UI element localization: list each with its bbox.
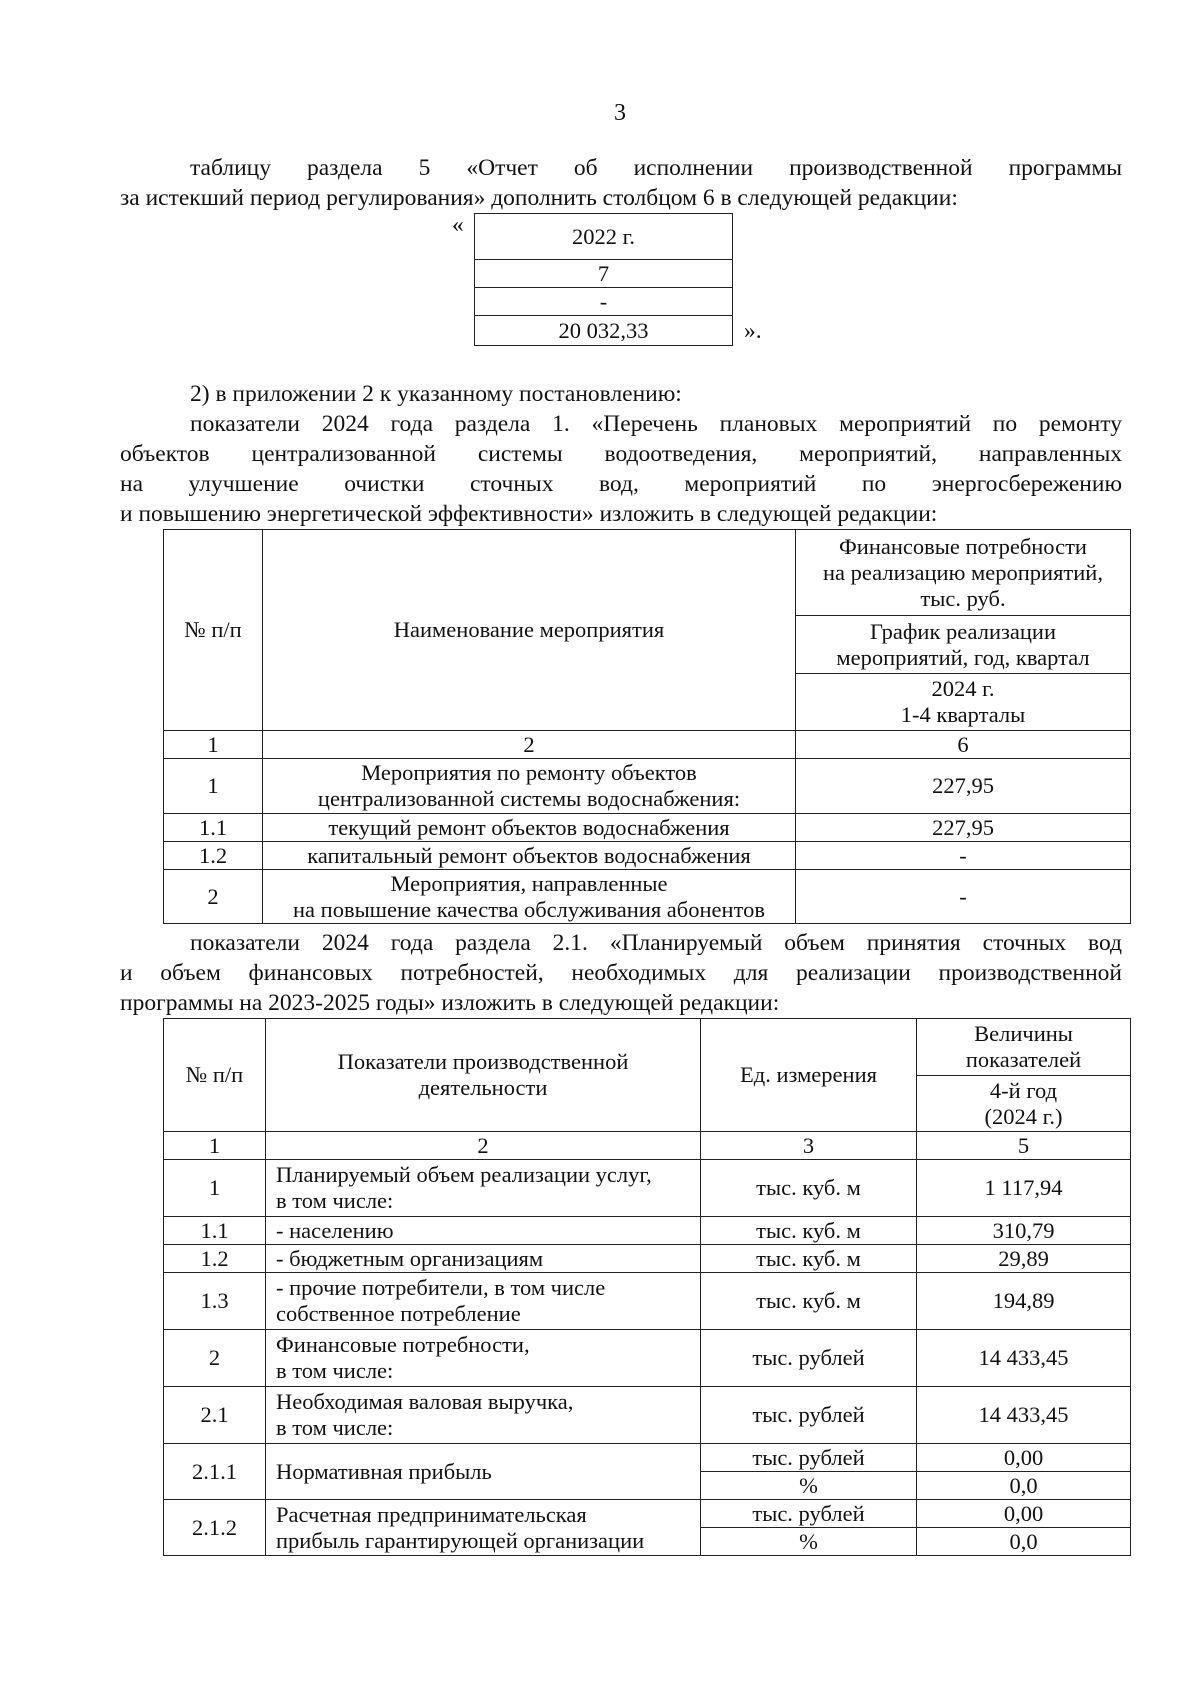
t2-row-value: 310,79 (917, 1217, 1131, 1245)
small-table-year: 2022 г. (475, 214, 733, 260)
t2-row-value: 194,89 (917, 1273, 1131, 1330)
t2-index-3: 3 (701, 1132, 917, 1160)
t2-header-name (266, 1019, 701, 1132)
t2-row-unit: тыс. рублей (701, 1387, 917, 1444)
t1-row-name: текущий ремонт объектов водоснабжения (263, 814, 796, 842)
t2-row-name-line2: в том числе: (276, 1415, 394, 1440)
t2-row-name-line1: Расчетная предпринимательская (276, 1501, 587, 1527)
t1-index-3: 6 (796, 731, 1131, 759)
t2-row-name-line1: Необходимая валовая выручка, (276, 1389, 574, 1414)
t2-row-num: 1 (164, 1160, 266, 1217)
table-row (164, 1160, 1131, 1217)
t1-row-value: - (796, 870, 1131, 924)
t2-row-unit: % (701, 1472, 917, 1500)
t2-row-unit: тыс. куб. м (701, 1217, 917, 1245)
t1-row-name (263, 759, 796, 814)
table-row (164, 1217, 1131, 1245)
t1-row-num: 1 (164, 759, 263, 814)
t2-row-name (266, 1387, 701, 1444)
t2-row-value: 14 433,45 (917, 1387, 1131, 1444)
t1-row-name: капитальный ремонт объектов водоснабжения (263, 842, 796, 870)
t1-row-num: 1.2 (164, 842, 263, 870)
t2-row-value: 14 433,45 (917, 1330, 1131, 1387)
t2-val-line1: Величины (974, 1021, 1073, 1046)
t1-row-name-line1: Мероприятия по ремонту объектов (361, 760, 697, 785)
t2-row-name: Нормативная прибыль (266, 1444, 701, 1500)
t2-row-num: 1.2 (164, 1245, 266, 1273)
t2-row-value: 0,0 (917, 1472, 1131, 1500)
t2-row-name (266, 1500, 701, 1556)
t1-year-line2: 1-4 кварталы (900, 702, 1026, 727)
small-table-value: 20 032,33 (475, 316, 733, 346)
t1-header-year (796, 674, 1131, 731)
table-row (164, 1330, 1131, 1387)
t2-row-num: 2.1.2 (164, 1500, 266, 1556)
t2-row-name: - населению (266, 1217, 701, 1245)
t2-header-values (917, 1019, 1131, 1076)
table-row (164, 1387, 1131, 1444)
t1-row-value: 227,95 (796, 759, 1131, 814)
t1-year-line1: 2024 г. (931, 676, 995, 701)
t2-row-value: 0,00 (917, 1500, 1131, 1528)
t1-sched-line1: График реализации (870, 618, 1056, 644)
table-row (164, 814, 1131, 842)
t2-row-unit: тыс. рублей (701, 1500, 917, 1528)
table-row (164, 842, 1131, 870)
t2-row-num: 2.1 (164, 1387, 266, 1444)
small-table-dash: - (475, 288, 733, 316)
t2-index-1: 1 (164, 1132, 266, 1160)
t2-row-name (266, 1160, 701, 1217)
t2-row-name-line1: - прочие потребители, в том числе (276, 1275, 606, 1300)
table-row (164, 759, 1131, 814)
t2-row-name (266, 1273, 701, 1330)
table-row (164, 1500, 1131, 1528)
t1-row-num: 1.1 (164, 814, 263, 842)
t2-header-year (917, 1076, 1131, 1132)
t2-row-name-line1: Планируемый объем реализации услуг, (276, 1162, 652, 1187)
t2-row-value: 0,00 (917, 1444, 1131, 1472)
t2-row-value: 29,89 (917, 1245, 1131, 1273)
t1-index-2: 2 (263, 731, 796, 759)
t1-row-name-line1: Мероприятия, направленные (390, 870, 668, 896)
t2-row-unit: тыс. рублей (701, 1330, 917, 1387)
t2-row-name: - бюджетным организациям (266, 1245, 701, 1273)
p2-line-3: программы на 2023-2025 годы» изложить в следующей редакции: (120, 990, 780, 1016)
section2-p1-line-4: и повышению энергетической эффективности» изложить в следующей редакции: (120, 501, 938, 527)
t2-index-2: 2 (266, 1132, 701, 1160)
t2-row-num: 1.1 (164, 1217, 266, 1245)
t1-index-1: 1 (164, 731, 263, 759)
t2-year-line1: 4-й год (989, 1077, 1058, 1103)
t2-row-name-line1: Финансовые потребности, (276, 1332, 530, 1357)
table-row (164, 1444, 1131, 1472)
t2-row-unit: тыс. куб. м (701, 1245, 917, 1273)
close-quote: ». (744, 318, 762, 344)
table-row (164, 1273, 1131, 1330)
t2-val-line2: показателей (965, 1047, 1082, 1072)
t2-header-name-line1: Показатели производственной (337, 1049, 629, 1074)
t2-index-4: 5 (917, 1132, 1131, 1160)
t1-row-name-line2: централизованной системы водоснабжения: (317, 786, 741, 811)
t1-header-schedule (796, 616, 1131, 674)
small-table (474, 213, 733, 346)
t2-row-num: 2.1.1 (164, 1444, 266, 1500)
t2-row-unit: тыс. куб. м (701, 1160, 917, 1217)
t1-row-name-line2: на повышение качества обслуживания абонентов (293, 896, 765, 922)
t2-header-name-line2: деятельности (418, 1075, 548, 1100)
t2-row-unit: тыс. рублей (701, 1444, 917, 1472)
small-table-col: 7 (475, 260, 733, 288)
t2-row-value: 0,0 (917, 1528, 1131, 1556)
p2-line-1: показатели 2024 года раздела 2.1. «Планируемый объем принятия сточных вод (190, 930, 1122, 956)
t1-fin-line1: Финансовые потребности (839, 533, 1087, 559)
t2-row-unit: % (701, 1528, 917, 1556)
t2-row-name-line2: собственное потребление (276, 1301, 521, 1326)
section2-p1-line-2: объектов централизованной системы водоотведения, мероприятий, направленных (120, 441, 1122, 467)
t1-row-value: 227,95 (796, 814, 1131, 842)
t2-row-name-line2: прибыль гарантирующей организации (276, 1527, 645, 1553)
t2-header-num: № п/п (164, 1019, 266, 1132)
t1-fin-line3: тыс. руб. (920, 585, 1006, 611)
t2-row-num: 2 (164, 1330, 266, 1387)
t1-row-num: 2 (164, 870, 263, 924)
t1-sched-line2: мероприятий, год, квартал (836, 644, 1090, 670)
intro-line-2: за истекший период регулирования» дополнить столбцом 6 в следующей редакции: (120, 185, 958, 211)
t1-row-value: - (796, 842, 1131, 870)
t1-header-name: Наименование мероприятия (263, 530, 796, 731)
t1-fin-line2: на реализацию мероприятий, (823, 559, 1103, 585)
t1-header-num: № п/п (164, 530, 263, 731)
t2-row-name (266, 1330, 701, 1387)
t2-row-unit: тыс. куб. м (701, 1273, 917, 1330)
open-quote: « (452, 212, 464, 238)
section2-heading: 2) в приложении 2 к указанному постановлению: (190, 381, 682, 407)
table-row (164, 1245, 1131, 1273)
intro-line-1: таблицу раздела 5 «Отчет об исполнении производственной программы (190, 155, 1122, 181)
p2-line-2: и объем финансовых потребностей, необходимых для реализации производственной (120, 960, 1122, 986)
table-1 (163, 529, 1131, 924)
t2-header-unit: Ед. измерения (701, 1019, 917, 1132)
t1-header-fin (796, 530, 1131, 616)
t2-row-name-line2: в том числе: (276, 1188, 394, 1213)
table-row (164, 870, 1131, 924)
section2-p1-line-1: показатели 2024 года раздела 1. «Перечень плановых мероприятий по ремонту (190, 411, 1122, 437)
t2-row-name-line2: в том числе: (276, 1358, 394, 1383)
table-2 (163, 1018, 1131, 1556)
t1-row-name (263, 870, 796, 924)
section2-p1-line-3: на улучшение очистки сточных вод, мероприятий по энергосбережению (120, 471, 1122, 497)
t2-row-num: 1.3 (164, 1273, 266, 1330)
t2-row-value: 1 117,94 (917, 1160, 1131, 1217)
t2-year-line2: (2024 г.) (984, 1103, 1063, 1129)
page-number: 3 (614, 100, 626, 126)
